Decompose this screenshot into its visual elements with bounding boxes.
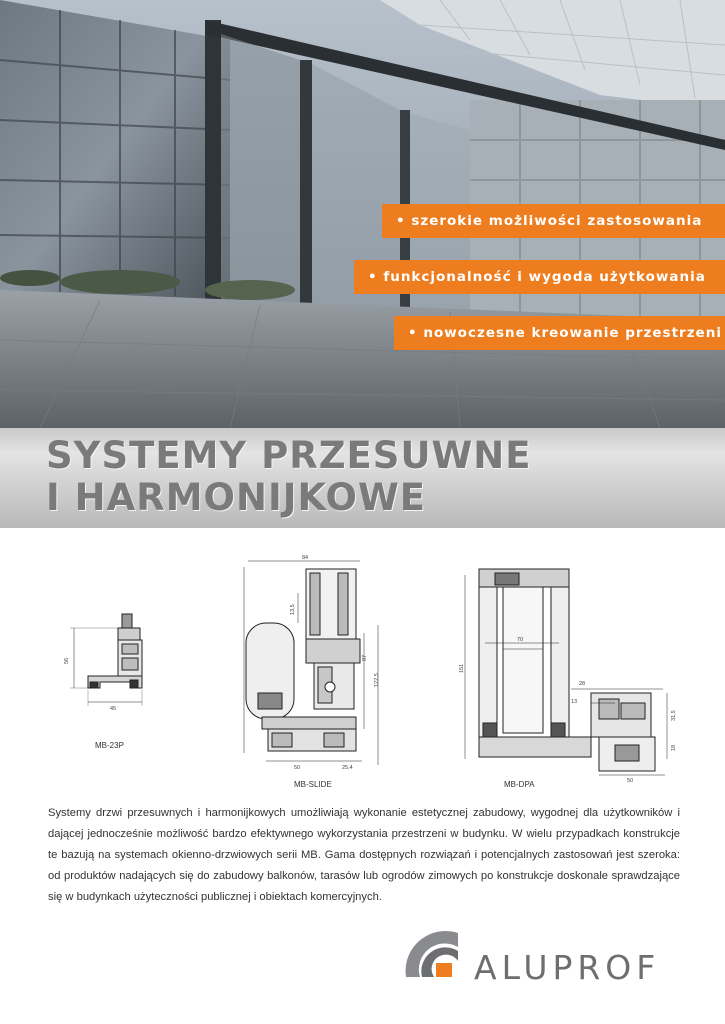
aluprof-logo-text: ALUPROF xyxy=(474,948,661,987)
aluprof-logo-icon xyxy=(400,925,464,981)
mb23p-dim-height: 56 xyxy=(64,657,70,664)
mbslide-dim-top: 84 xyxy=(302,555,309,561)
mbdpa-dim-28: 28 xyxy=(579,681,586,687)
mbdpa-dim-h: 151 xyxy=(459,663,465,673)
mbslide-dim-b: 87 xyxy=(362,654,368,661)
mbslide-drawing xyxy=(238,553,388,775)
mb23p-caption: MB-23P xyxy=(95,741,124,750)
mbdpa-dim-50: 50 xyxy=(627,778,634,784)
mbslide-caption: MB-SLIDE xyxy=(294,780,332,789)
page-title-line-1: SYSTEMY PRZESUWNE xyxy=(46,434,532,477)
feature-bullet-3: • nowoczesne kreowanie przestrzeni xyxy=(394,316,725,350)
feature-bullet-1: • szerokie możliwości zastosowania xyxy=(382,204,725,238)
mbslide-dim-a: 13,5 xyxy=(290,604,296,615)
mbdpa-dim-18: 18 xyxy=(671,744,677,751)
mb23p-drawing xyxy=(60,612,150,722)
mbdpa-dim-13: 13 xyxy=(571,699,578,705)
mbslide-dim-c: 122,5 xyxy=(374,673,380,687)
feature-bullet-2: • funkcjonalność i wygoda użytkowania xyxy=(354,260,725,294)
description-paragraph: Systemy drzwi przesuwnych i harmonijkowych umożliwiają wykonanie estetycznej zabudowy, wygodnej dla użytkowników i dającej jednocześnie możliwość bardzo efektywnego wykorzystania przestrzeni w budynku. W wielu przypadkach konstrukcje te bazują na systemach okienno-drzwiowych serii MB. Gama dostępnych rozwiązań i potencjalnych zastosowań jest szeroka: od produktów nadających się do zabudowy balkonów, tarasów lub ogrodów zimowych po konstrukcje doskonale sprawdzające się w budynkach użyteczności publicznej i obiektach komercyjnych. xyxy=(48,807,680,903)
page-title-line-2: I HARMONIJKOWE xyxy=(46,476,427,519)
mbslide-dim-d: 50 xyxy=(294,765,301,771)
mb23p-dim-width: 45 xyxy=(110,706,117,712)
mbdpa-caption: MB-DPA xyxy=(504,780,535,789)
mbdpa-dim-315: 31,5 xyxy=(671,710,677,721)
mbdpa-drawing xyxy=(455,553,685,785)
mbslide-dim-e: 25,4 xyxy=(342,765,353,771)
mbdpa-dim-w: 70 xyxy=(517,637,524,643)
